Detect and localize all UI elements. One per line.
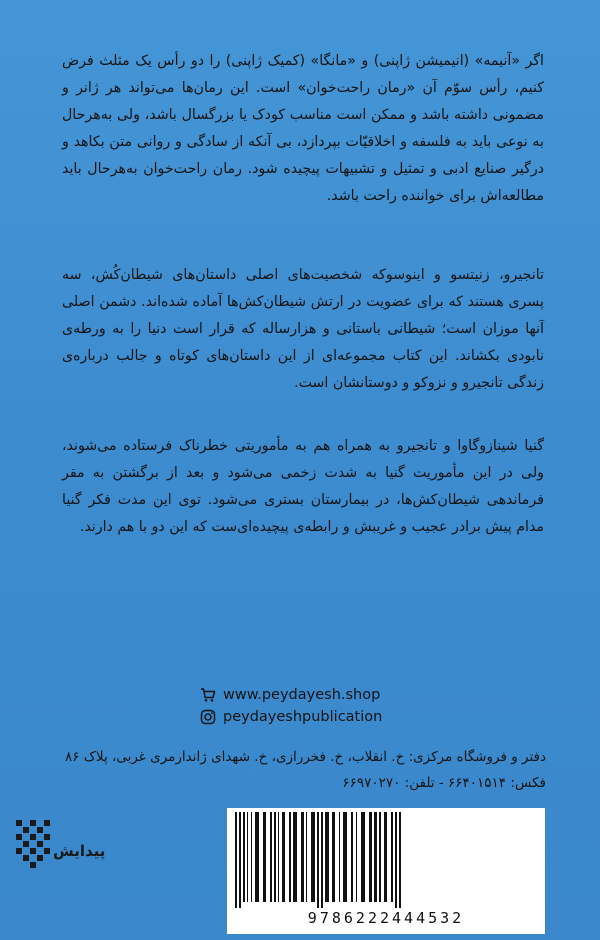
website-link[interactable]: www.peydayesh.shop: [223, 687, 381, 703]
barcode-bars: [233, 812, 539, 908]
cart-icon: [200, 687, 216, 703]
instagram-handle[interactable]: peydayeshpublication: [223, 709, 383, 725]
description-paragraph-3: گنیا شینازوگاوا و تانجیرو به همراه هم به مأموریتی خطرناک فرستاده می‌شوند، ولی در این مأموریت گنیا به شدت زخمی می‌شود و بعد از برگشتن به مقر فرماندهی شیطان‌کش‌ها، در بیمارستان بستری می‌شود. توی این مدت فکر گنیا مدام پیش برادر عجیب و غریبش و رابطه‌ی پیچیده‌ای‌ست که این دو با هم دارند.: [62, 438, 544, 535]
description-paragraph-2: تانجیرو، زنیتسو و اینوسوکه شخصیت‌های اصلی داستان‌های شیطان‌کُش، سه پسری هستند که برای عضویت در ارتش شیطان‌کش‌ها آماده شده‌اند. دشمن اصلی آنها موزان است؛ شیطانی باستانی و هزارساله که قرار است دنیا را به ورطه‌ی نابودی بکشاند. این کتاب مجموعه‌ای از این داستان‌های کوتاه و جالب درباره‌ی زندگی تانجیرو و نزوکو و دوستانشان است.: [62, 267, 544, 391]
isbn-number: 9786222444532: [307, 909, 465, 927]
publisher-address: [60, 744, 546, 796]
publisher-logo-mark-icon: [16, 820, 52, 872]
publisher-name: پیدایش: [53, 842, 106, 860]
website-row[interactable]: [200, 684, 440, 706]
address-line: دفتر و فروشگاه مرکزی: خ. انقلاب، خ. فخررازی، خ. شهدای ژاندارمری غربی، پلاک ۸۶: [65, 749, 546, 765]
instagram-icon: [200, 709, 216, 725]
description-paragraph-1: اگر «آنیمه» (انیمیشن ژاپنی) و «مانگا» (کمیک ژاپنی) را دو رأس یک مثلث فرض کنیم، رأس سوّم آن «رمان راحت‌خوان» است. این رمان‌ها می‌تواند هر ژانر و مضمونی داشته باشد و ممکن است مناسب کودک یا بزرگسال باشد، ولی به‌هرحال به نوعی باید به فلسفه و اخلاقیّات بپردازد، بی آنکه از سادگی و روانی متن بکاهد و درگیر صنایع ادبی و تمثیل و تشبیهات پیچیده شود. رمان راحت‌خوان به‌هرحال باید مطالعه‌اش برای خواننده راحت باشد.: [62, 53, 544, 204]
contact-info: [200, 684, 440, 728]
publisher-logo: [16, 820, 106, 876]
phone-fax-line: فکس: ۶۶۴۰۱۵۱۴ - تلفن: ۶۶۹۷۰۲۷۰: [342, 775, 546, 791]
instagram-row[interactable]: [200, 706, 440, 728]
isbn-barcode: [227, 808, 545, 934]
